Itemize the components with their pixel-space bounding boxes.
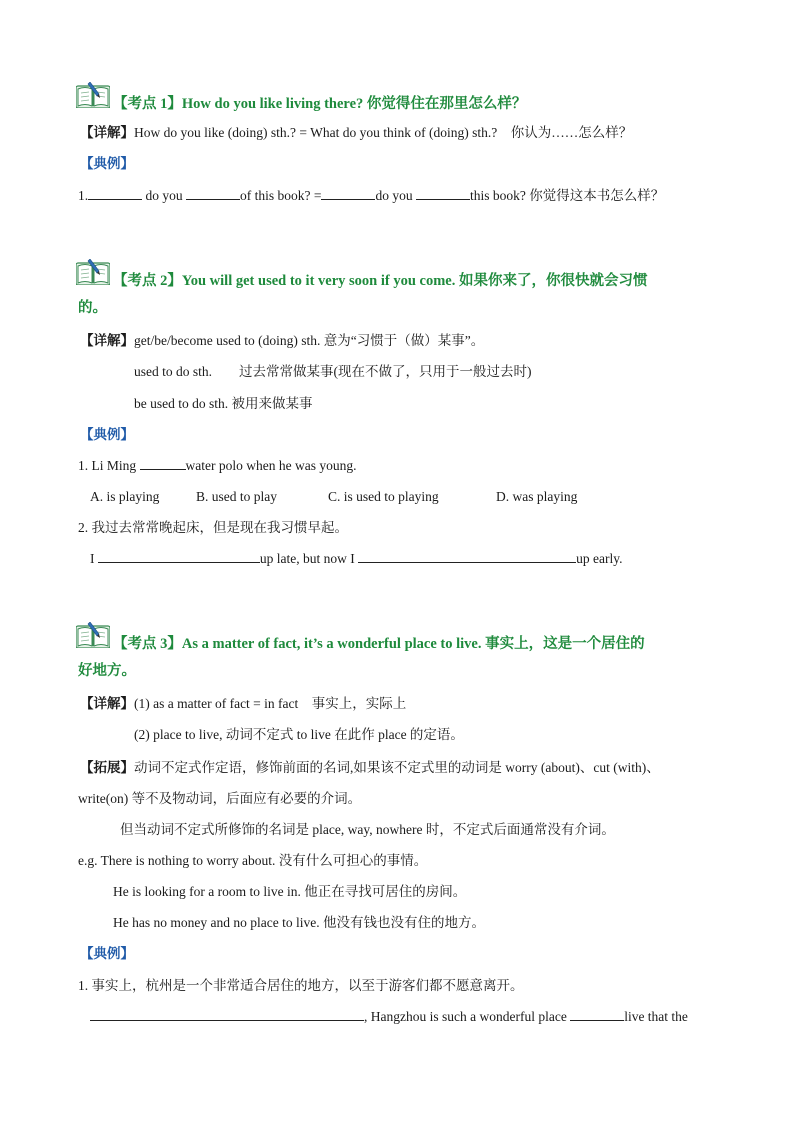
- detail-tag: 【详解】: [80, 333, 134, 348]
- question-number: 1.: [78, 188, 89, 203]
- question-text: this book? 你觉得这本书怎么样？: [469, 188, 665, 203]
- question-text: up late, but now I: [259, 551, 359, 566]
- s2-question-2: 2. 我过去常常晚起床，但是现在我习惯早起。: [78, 520, 348, 535]
- question-text: 1. Li Ming: [78, 458, 140, 473]
- s2-question-2-line: [90, 550, 622, 568]
- answer-blank[interactable]: [416, 187, 470, 200]
- section-3-heading: 【考点 3】As a matter of fact, it’s a wonderful place to live. 事实上，这是一个居住的: [113, 636, 645, 652]
- example-tag: 【典例】: [80, 427, 134, 442]
- section-2-heading: 【考点 2】You will get used to it very soon if you come. 如果你来了，你很快就会习惯: [113, 273, 648, 289]
- question-text: up early.: [576, 551, 623, 566]
- detail-text: (1) as a matter of fact = in fact 事实上，实际上: [134, 696, 407, 711]
- example-sentence: He is looking for a room to live in. 他正在寻找可居住的房间。: [113, 884, 467, 899]
- book-pencil-icon: [76, 622, 110, 648]
- section-1-detail: [80, 124, 632, 142]
- detail-tag: 【详解】: [80, 696, 134, 711]
- section-1-heading: 【考点 1】How do you like living there? 你觉得住在那里怎么样？: [113, 96, 527, 112]
- question-text: I: [90, 551, 98, 566]
- answer-blank[interactable]: [321, 187, 375, 200]
- answer-blank[interactable]: [358, 550, 576, 563]
- detail-line: used to do sth. 过去常常做某事(现在不做了，只用于一般过去时): [134, 364, 532, 379]
- extension-line: 但当动词不定式所修饰的名词是 place, way, nowhere 时，不定式后面通常没有介词。: [120, 822, 615, 837]
- answer-blank[interactable]: [140, 457, 186, 470]
- answer-blank[interactable]: [98, 550, 260, 563]
- detail-line: (2) place to live, 动词不定式 to live 在此作 place 的定语。: [134, 727, 464, 742]
- example-tag: 【典例】: [80, 946, 134, 961]
- question-text: water polo when he was young.: [185, 458, 357, 473]
- s3-question-1: 1. 事实上，杭州是一个非常适合居住的地方，以至于游客们都不愿意离开。: [78, 978, 524, 993]
- answer-blank[interactable]: [88, 187, 142, 200]
- s3-question-1-line: [90, 1008, 688, 1026]
- question-text: do you: [375, 188, 416, 203]
- section-3-detail: [80, 695, 406, 713]
- book-pencil-icon: [76, 82, 110, 108]
- option-b[interactable]: B. used to play: [196, 489, 277, 504]
- example-tag: 【典例】: [80, 156, 134, 171]
- detail-tag: 【详解】: [80, 125, 134, 140]
- answer-blank[interactable]: [186, 187, 240, 200]
- extension-tag: 【拓展】: [80, 760, 134, 775]
- option-a[interactable]: A. is playing: [90, 489, 160, 504]
- detail-text: get/be/become used to (doing) sth. 意为“习惯于（做）某事”。: [134, 333, 485, 348]
- option-d[interactable]: D. was playing: [496, 489, 578, 504]
- extension-line: write(on) 等不及物动词，后面应有必要的介词。: [78, 791, 362, 806]
- extension-text: 动词不定式作定语，修饰前面的名词,如果该不定式里的动词是 worry (about)、cut (with)、: [134, 760, 660, 775]
- question-text: do you: [142, 188, 186, 203]
- question-text: , Hangzhou is such a wonderful place: [364, 1009, 571, 1024]
- example-sentence: He has no money and no place to live. 他没有钱也没有住的地方。: [113, 915, 485, 930]
- extension-line: [80, 759, 660, 777]
- detail-line: be used to do sth. 被用来做某事: [134, 396, 313, 411]
- section-2-detail: [80, 332, 484, 350]
- option-c[interactable]: C. is used to playing: [328, 489, 439, 504]
- s1-question-1: [78, 187, 664, 205]
- answer-blank[interactable]: [570, 1008, 624, 1021]
- answer-blank[interactable]: [90, 1008, 364, 1021]
- section-2-heading-cont: 的。: [78, 300, 107, 316]
- example-sentence: e.g. There is nothing to worry about. 没有什么可担心的事情。: [78, 853, 428, 868]
- book-pencil-icon: [76, 259, 110, 285]
- s2-question-1: [78, 457, 356, 475]
- section-3-heading-cont: 好地方。: [78, 663, 136, 679]
- detail-text: How do you like (doing) sth.? = What do you think of (doing) sth.? 你认为……怎么样？: [134, 125, 633, 140]
- question-text: of this book? =: [240, 188, 322, 203]
- question-text: live that the: [624, 1009, 688, 1024]
